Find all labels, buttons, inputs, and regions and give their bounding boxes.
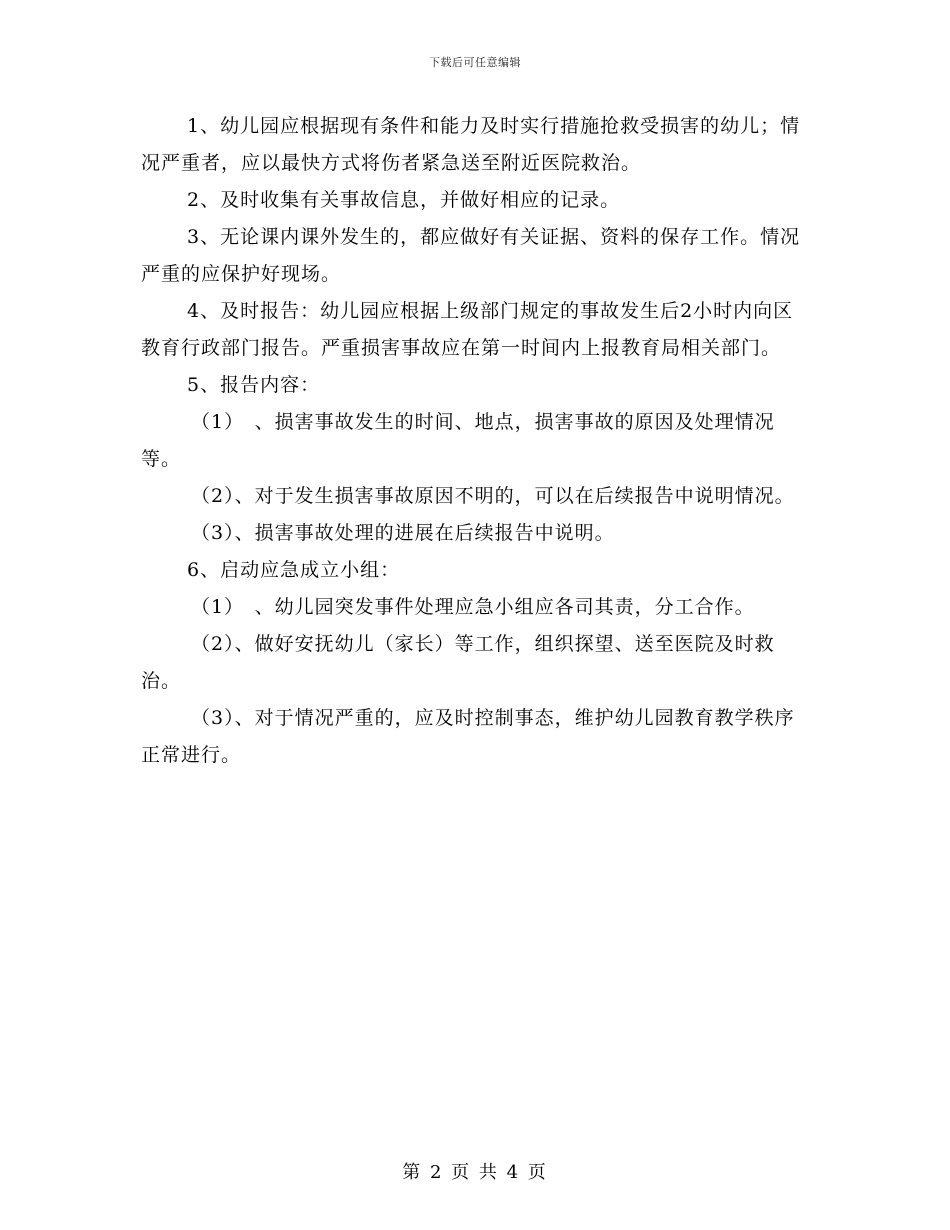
paragraph-6-1: （1） 、幼儿园突发事件处理应急小组应各司其责，分工合作。 xyxy=(191,596,755,618)
paragraph-3: 3、无论课内课外发生的，都应做好有关证据、资料的保存工作。情况严重的应保护好现场。 xyxy=(141,226,801,285)
page-header: 下载后可任意编辑 xyxy=(429,56,521,69)
paragraph-2: 2、及时收集有关事故信息，并做好相应的记录。 xyxy=(187,189,621,211)
document-body xyxy=(141,108,811,774)
paragraph-1: 1、幼儿园应根据现有条件和能力及时实行措施抢救受损害的幼儿；情况严重者，应以最快方式将伤者紧急送至附近医院救治。 xyxy=(141,115,801,174)
paragraph-4: 4、及时报告：幼儿园应根据上级部门规定的事故发生后2小时内向区教育行政部门报告。严重损害事故应在第一时间内上报教育局相关部门。 xyxy=(141,300,794,359)
paragraph-5-2: （2）、对于发生损害事故原因不明的，可以在后续报告中说明情况。 xyxy=(191,485,795,507)
paragraph-6-2: （2）、做好安抚幼儿（家长）等工作，组织探望、送至医院及时救治。 xyxy=(141,633,775,692)
page-number-footer: 第 2 页 共 4 页 xyxy=(402,1162,548,1183)
paragraph-5-3: （3）、损害事故处理的进展在后续报告中说明。 xyxy=(191,522,615,544)
paragraph-5-1: （1） 、损害事故发生的时间、地点，损害事故的原因及处理情况等。 xyxy=(141,411,775,470)
paragraph-6: 6、启动应急成立小组： xyxy=(187,559,401,581)
paragraph-6-3: （3）、对于情况严重的，应及时控制事态，维护幼儿园教育教学秩序正常进行。 xyxy=(141,707,795,766)
paragraph-5: 5、报告内容： xyxy=(187,374,321,396)
